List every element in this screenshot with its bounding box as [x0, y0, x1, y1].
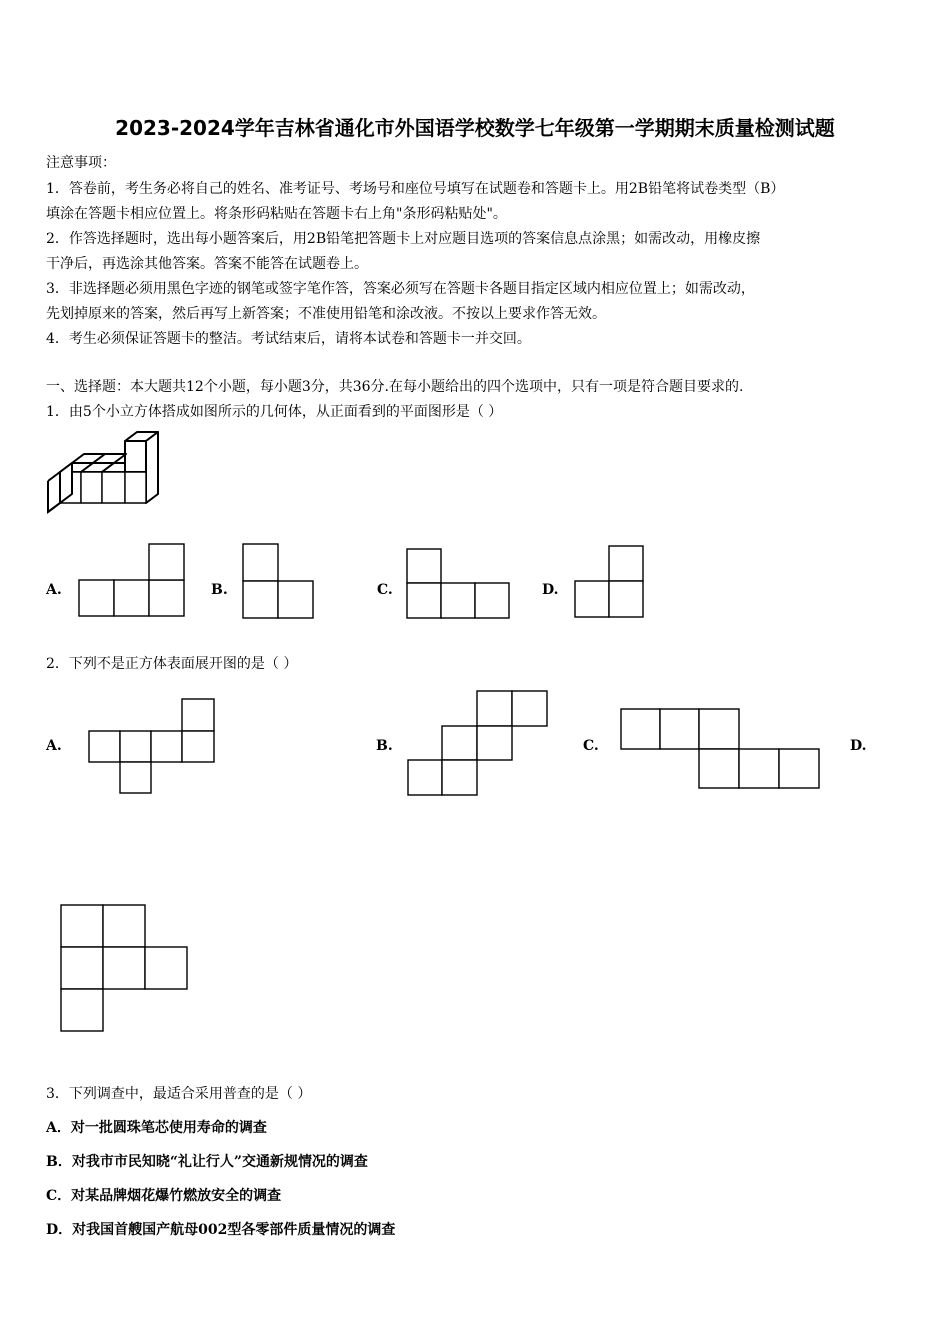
- q3-option-d: D．对我国首艘国产航母002型各零部件质量情况的调查: [46, 1222, 396, 1238]
- q2-option-c-label: C.: [583, 738, 599, 754]
- notice-line-6: 先划掉原来的答案，然后再写上新答案；不准使用铅笔和涂改液。不按以上要求作答无效。: [46, 306, 606, 322]
- question-1-stem: 1．由5个小立方体搭成如图所示的几何体，从正面看到的平面图形是（ ）: [46, 404, 503, 420]
- notice-heading: 注意事项：: [46, 155, 116, 171]
- question-3-stem: 3．下列调查中，最适合采用普查的是（ ）: [46, 1086, 312, 1102]
- q1-option-b-figure: [242, 543, 316, 619]
- q1-option-a-label: A.: [46, 582, 62, 598]
- q2-option-c-figure: [619, 708, 823, 790]
- q1-option-d-label: D.: [542, 582, 559, 598]
- notice-line-7: 4．考生必须保证答题卡的整洁。考试结束后，请将本试卷和答题卡一并交回。: [46, 331, 531, 347]
- notice-line-4: 干净后，再选涂其他答案。答案不能答在试题卷上。: [46, 256, 368, 272]
- q1-option-c-label: C.: [377, 582, 393, 598]
- q3-option-b: B．对我市市民知晓“礼让行人”交通新规情况的调查: [46, 1154, 368, 1170]
- q2-option-b-figure: [407, 690, 550, 797]
- q2-option-a-figure: [88, 698, 218, 796]
- q1-cube-figure: [40, 428, 170, 513]
- q3-option-a: A．对一批圆珠笔芯使用寿命的调查: [46, 1120, 267, 1136]
- q1-option-a-figure: [78, 543, 186, 617]
- q3-option-c: C．对某品牌烟花爆竹燃放安全的调查: [46, 1188, 282, 1204]
- notice-line-1: 1．答卷前，考生务必将自己的姓名、准考证号、考场号和座位号填写在试题卷和答题卡上。用2B铅笔将试卷类型（B）: [46, 181, 785, 197]
- q1-option-b-label: B.: [211, 582, 228, 598]
- q1-option-c-figure: [406, 548, 512, 620]
- q2-option-d-figure: [60, 904, 190, 1034]
- q2-option-d-label: D.: [850, 738, 867, 754]
- notice-line-2: 填涂在答题卡相应位置上。将条形码粘贴在答题卡右上角"条形码粘贴处"。: [46, 206, 507, 222]
- notice-line-5: 3．非选择题必须用黑色字迹的钢笔或签字笔作答，答案必须写在答题卡各题目指定区域内相应位置上；如需改动，: [46, 281, 755, 297]
- section-heading: 一、选择题：本大题共12个小题，每小题3分，共36分.在每小题给出的四个选项中，只有一项是符合题目要求的.: [46, 379, 744, 395]
- page-title: 2023-2024学年吉林省通化市外国语学校数学七年级第一学期期末质量检测试题: [115, 116, 835, 140]
- q1-option-d-figure: [574, 545, 646, 619]
- q2-option-b-label: B.: [376, 738, 393, 754]
- question-2-stem: 2．下列不是正方体表面展开图的是（ ）: [46, 656, 298, 672]
- q2-option-a-label: A.: [46, 738, 62, 754]
- notice-line-3: 2．作答选择题时，选出每小题答案后，用2B铅笔把答题卡上对应题目选项的答案信息点涂黑；如需改动，用橡皮擦: [46, 231, 761, 247]
